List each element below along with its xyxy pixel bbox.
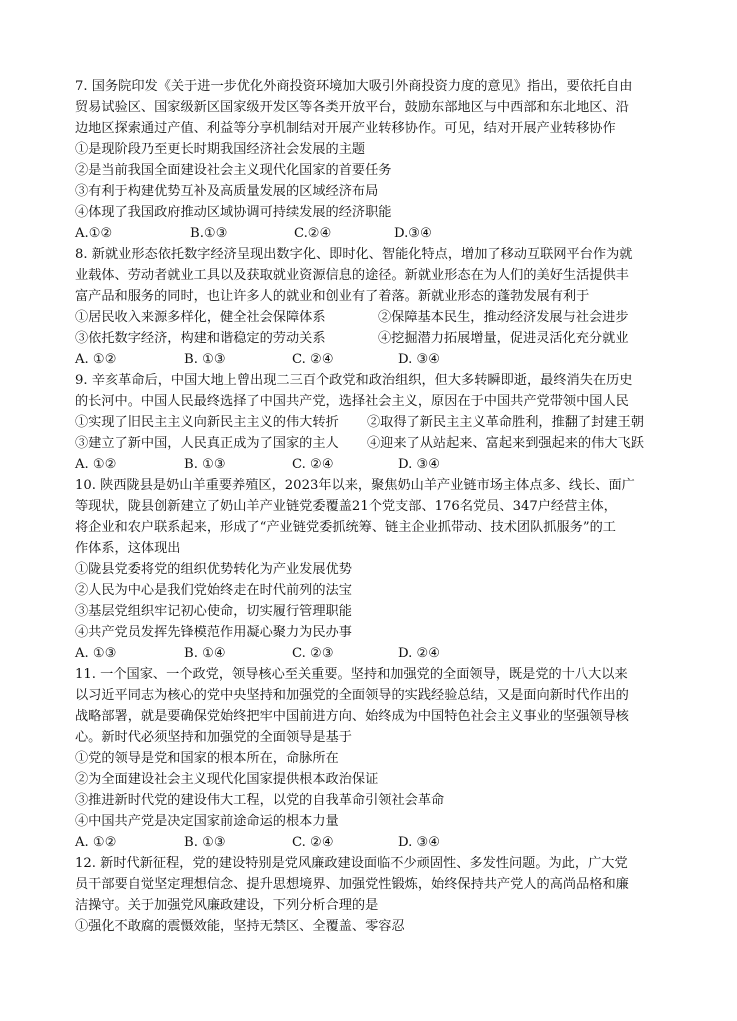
q10-statement-1: ①陇县党委将党的组织优势转化为产业发展优势 (75, 562, 352, 577)
q10-stem-line-1: 10. 陕西陇县是奶山羊重要养殖区，2023年以来，聚焦奶山羊产业链市场主体点多、线长、面广 (75, 478, 635, 493)
q11-statement-2: ②为全面建设社会主义现代化国家提供根本政治保证 (75, 772, 379, 787)
q12-stem-line-2: 员干部要自觉坚定理想信念、提升思想境界、加强党性锻炼，始终保持共产党人的高尚品格和廉 (75, 877, 629, 892)
q11-choice-d: D. ③④ (398, 835, 441, 850)
q7-stem-line-2: 贸易试验区、国家级新区国家级开发区等各类开放平台，鼓励东部地区与中西部和东北地区、沿 (75, 100, 629, 115)
q12-stem-line-1: 12. 新时代新征程，党的建设特别是党风廉政建设面临不少顽固性、多发性问题。为此，广大党 (75, 856, 628, 871)
q11-choice-a: A. ①② (75, 835, 117, 850)
q10-choice-a: A. ①③ (75, 646, 117, 661)
q11-statement-1: ①党的领导是党和国家的根本所在，命脉所在 (75, 751, 339, 766)
q8-choice-b: B. ①③ (184, 352, 226, 367)
q8-choice-a: A. ①② (75, 352, 117, 367)
q7-choice-d: D.③④ (394, 226, 432, 241)
q8-stem-line-3: 富产品和服务的同时，也让许多人的就业和创业有了着落。新就业形态的蓬勃发展有利于 (75, 289, 590, 304)
q7-choice-a: A.①② (75, 226, 113, 241)
q12-statement-1: ①强化不敢腐的震慑效能，坚持无禁区、全覆盖、零容忍 (75, 919, 405, 934)
q8-statement-4: ④挖掘潜力拓展增量，促进灵活化充分就业 (378, 331, 629, 346)
q9-choice-d: D. ③④ (398, 457, 441, 472)
q7-stem-line-1: 7. 国务院印发《关于进一步优化外商投资环境加大吸引外商投资力度的意见》指出，要依托自由 (75, 79, 633, 94)
q10-statement-2: ②人民为中心是我们党始终走在时代前列的法宝 (75, 583, 352, 598)
q10-stem-line-3: 将企业和农户联系起来，形成了“产业链党委抓统筹、链主企业抓带动、技术团队抓服务”的工 (75, 520, 616, 535)
q8-choice-d: D. ③④ (398, 352, 441, 367)
q11-stem-line-1: 11. 一个国家、一个政党，领导核心至关重要。坚持和加强党的全面领导，既是党的十八大以来 (75, 667, 628, 682)
q8-stem-line-2: 业载体、劳动者就业工具以及获取就业资源信息的途径。新就业形态在为人们的美好生活提供丰 (75, 268, 629, 283)
q9-statement-3: ③建立了新中国，人民真正成为了国家的主人 (75, 436, 339, 451)
q8-statement-3: ③依托数字经济，构建和谐稳定的劳动关系 (75, 331, 326, 346)
q7-choice-c: C.②④ (294, 226, 332, 241)
q7-statement-2: ②是当前我国全面建设社会主义现代化国家的首要任务 (75, 163, 392, 178)
q10-statement-4: ④共产党员发挥先锋模范作用凝心聚力为民办事 (75, 625, 352, 640)
q10-choice-b: B. ①④ (184, 646, 226, 661)
q11-stem-line-4: 心。新时代必须坚持和加强党的全面领导是基于 (75, 730, 352, 745)
q7-statement-4: ④体现了我国政府推动区域协调可持续发展的经济职能 (75, 205, 392, 220)
q11-statement-3: ③推进新时代党的建设伟大工程，以党的自我革命引领社会革命 (75, 793, 445, 808)
q8-choice-c: C. ②④ (292, 352, 334, 367)
q8-stem-line-1: 8. 新就业形态依托数字经济呈现出数字化、即时化、智能化特点，增加了移动互联网平台作为就 (75, 247, 633, 262)
q12-stem-line-3: 洁操守。关于加强党风廉政建设，下列分析合理的是 (75, 898, 379, 913)
q9-stem-line-2: 的长河中。中国人民最终选择了中国共产党，选择社会主义，原因在于中国共产党带领中国人民 (75, 394, 629, 409)
q9-statement-1: ①实现了旧民主主义向新民主主义的伟大转折 (75, 415, 339, 430)
q11-choice-c: C. ②④ (292, 835, 334, 850)
q7-statement-1: ①是现阶段乃至更长时期我国经济社会发展的主题 (75, 142, 366, 157)
q9-choice-a: A. ①② (75, 457, 117, 472)
q11-stem-line-3: 战略部署，就是要确保党始终把牢中国前进方向、始终成为中国特色社会主义事业的坚强领导核 (75, 709, 629, 724)
q11-statement-4: ④中国共产党是决定国家前途命运的根本力量 (75, 814, 339, 829)
q9-statement-4: ④迎来了从站起来、富起来到强起来的伟大飞跃 (367, 436, 644, 451)
q8-statement-1: ①居民收入来源多样化，健全社会保障体系 (75, 310, 326, 325)
q10-stem-line-2: 等现状，陇县创新建立了奶山羊产业链党委覆盖21个党支部、176名党员、347户经营主体， (75, 499, 617, 514)
q10-choice-c: C. ②③ (292, 646, 334, 661)
q11-stem-line-2: 以习近平同志为核心的党中央坚持和加强党的全面领导的实践经验总结，又是面向新时代作出的 (75, 688, 629, 703)
q10-statement-3: ③基层党组织牢记初心使命，切实履行管理职能 (75, 604, 352, 619)
q10-stem-line-4: 作体系，这体现出 (75, 541, 181, 556)
q9-stem-line-1: 9. 辛亥革命后，中国大地上曾出现二三百个政党和政治组织，但大多转瞬即逝，最终消失在历史 (75, 373, 633, 388)
q10-choice-d: D. ②④ (398, 646, 441, 661)
q7-stem-line-3: 边地区探索通过产值、利益等分享机制结对开展产业转移协作。可见，结对开展产业转移协作 (75, 121, 616, 136)
q7-statement-3: ③有利于构建优势互补及高质量发展的区域经济布局 (75, 184, 379, 199)
q11-choice-b: B. ①③ (184, 835, 226, 850)
q9-choice-b: B. ①③ (184, 457, 226, 472)
q9-choice-c: C. ②④ (292, 457, 334, 472)
q7-choice-b: B.①③ (190, 226, 228, 241)
q9-statement-2: ②取得了新民主主义革命胜利，推翻了封建王朝 (367, 415, 644, 430)
q8-statement-2: ②保障基本民生，推动经济发展与社会进步 (378, 310, 629, 325)
